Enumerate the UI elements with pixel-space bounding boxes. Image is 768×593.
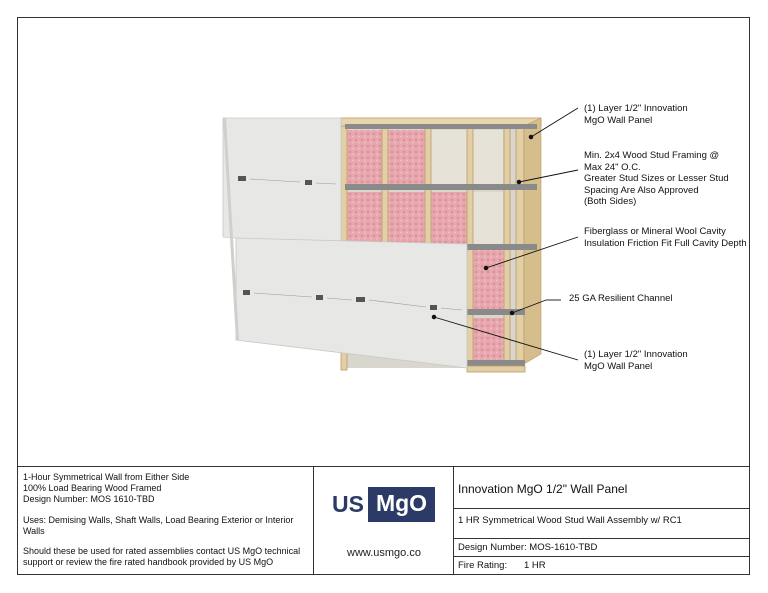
us-mgo-logo	[332, 487, 435, 522]
callout-line: Greater Stud Sizes or Lesser Stud	[584, 173, 729, 184]
insulation-batt	[470, 318, 504, 363]
resilient-channel	[467, 309, 525, 315]
insulation-batt	[347, 130, 382, 184]
top-plate-side	[524, 118, 541, 364]
callout-line: MgO Wall Panel	[584, 360, 653, 372]
insulation-batt	[347, 192, 382, 244]
callout-line: (1) Layer 1/2" Innovation	[584, 103, 688, 114]
mgo-panel-lower	[236, 238, 467, 368]
fire-rating-label: Fire Rating:	[458, 560, 508, 571]
callout-line: Insulation Friction Fit Full Cavity Depth	[584, 237, 747, 249]
resilient-channel	[345, 184, 537, 190]
empty-cavity	[473, 130, 503, 184]
callout-studs	[584, 150, 729, 208]
empty-cavity	[473, 192, 503, 244]
leader-dot	[510, 311, 514, 315]
uses-text: Uses: Demising Walls, Shaft Walls, Load Bearing Exterior or Interior Walls	[23, 515, 294, 536]
resilient-channel	[345, 124, 537, 129]
title-block	[17, 466, 750, 575]
product-name: Innovation MgO 1/2" Wall Panel	[454, 467, 750, 509]
callout-line: Spacing Are Also Approved	[584, 184, 699, 196]
insulation-batt	[388, 192, 425, 244]
description-line: 1-Hour Symmetrical Wall from Either Side	[23, 472, 190, 482]
title-block-description	[17, 467, 314, 575]
callout-line: Min. 2x4 Wood Stud Framing @	[584, 150, 720, 161]
callout-line: (1) Layer 1/2" Innovation	[584, 349, 688, 360]
website-link[interactable]: www.usmgo.co	[347, 547, 421, 559]
assembly-description: 1 HR Symmetrical Wood Stud Wall Assembly w/ RC1	[454, 509, 750, 539]
insulation-batt	[431, 192, 467, 244]
fire-rating-value: 1 HR	[524, 560, 546, 571]
logo-mgo-text: MgO	[368, 487, 435, 522]
callout-channel: 25 GA Resilient Channel	[569, 293, 673, 304]
panel-mark	[243, 290, 250, 295]
panel-mark	[305, 180, 312, 185]
leader-dot	[517, 180, 521, 184]
callout-line: (Both Sides)	[584, 196, 637, 207]
callout-insulation	[584, 226, 747, 249]
design-number: Design Number: MOS-1610-TBD	[454, 539, 750, 557]
callout-line: Max 24" O.C.	[584, 161, 641, 173]
logo-panel	[314, 467, 454, 575]
callout-line: MgO Wall Panel	[584, 114, 653, 126]
fire-rating-row	[454, 557, 750, 575]
resilient-channel	[467, 360, 525, 366]
description-line: Design Number: MOS 1610-TBD	[23, 494, 155, 504]
panel-mark	[238, 176, 246, 181]
title-block-info	[454, 467, 750, 575]
insulation-batt	[388, 130, 425, 184]
technical-note: Should these be used for rated assemblies contact US MgO technical support or review the fire rated handbook provided by US MgO	[23, 546, 301, 567]
empty-cavity	[431, 130, 467, 184]
insulation-batt	[470, 250, 504, 310]
callout-line: Fiberglass or Mineral Wool Cavity	[584, 226, 726, 237]
leader-dot	[529, 135, 533, 139]
leader-dot	[484, 266, 488, 270]
panel-mark	[430, 305, 437, 310]
callout-panel-top	[584, 103, 688, 126]
panel-mark	[356, 297, 365, 302]
description-line: 100% Load Bearing Wood Framed	[23, 483, 162, 493]
callout-panel-bottom	[584, 349, 688, 372]
bottom-plate	[467, 366, 525, 372]
leader-dot	[432, 315, 436, 319]
panel-mark	[316, 295, 323, 300]
logo-us-text: US	[332, 491, 364, 517]
